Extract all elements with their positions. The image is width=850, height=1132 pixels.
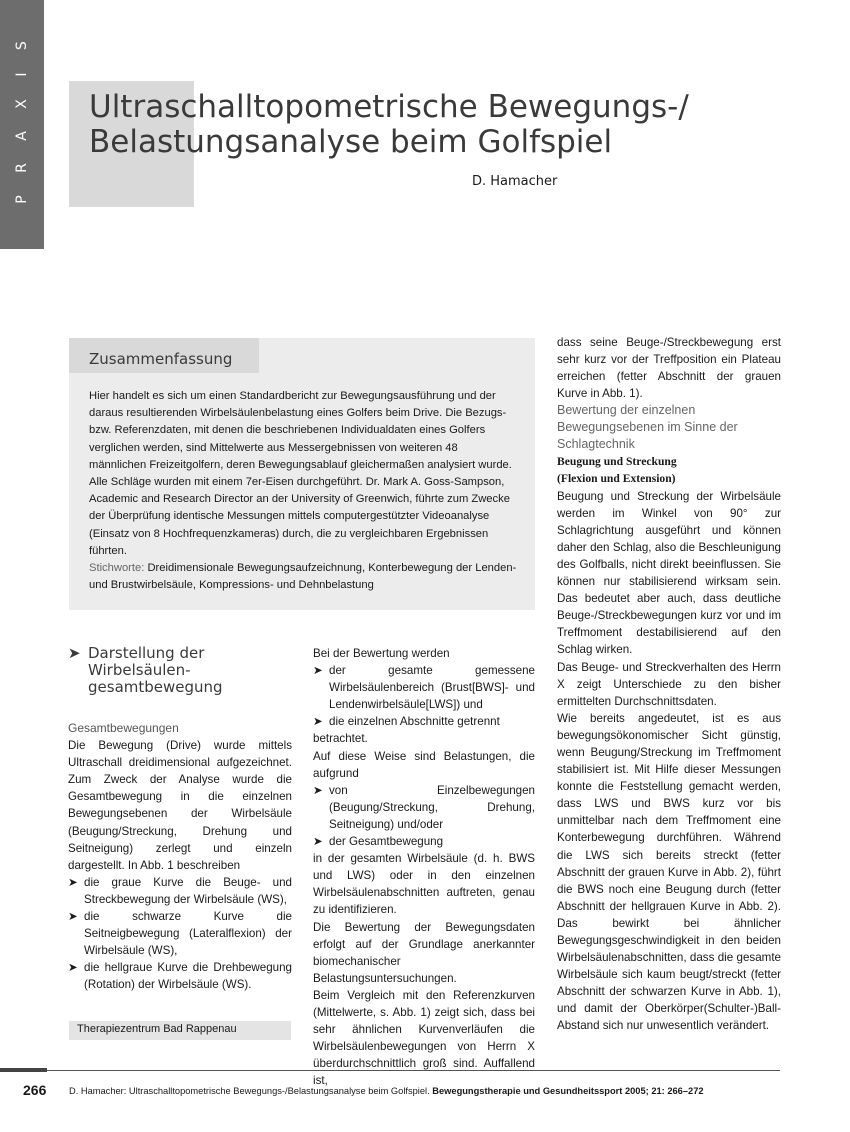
arrow-icon: ➤ <box>68 910 78 924</box>
bullet-item <box>68 959 292 993</box>
paragraph: Bei der Bewertung werden <box>313 647 450 660</box>
bullet-item <box>313 662 535 713</box>
affiliation: Therapiezentrum Bad Rappenau <box>77 1023 237 1035</box>
paragraph: Beim Vergleich mit den Referenzkurven (Mittelwerte, s. Abb. 1) zeigt sich, dass bei sehr ähnlichen Kurvenverläufen die Wirbelsäulenbewegungen von Herrn X überdurchschnittlich groß sind. Auffallend ist, <box>313 988 535 1088</box>
paragraph: Wie bereits angedeutet, ist es aus bewegungsökonomischer Sicht günstig, wenn Beugung/Streckung im Treffmoment stabilisiert ist. Mit Hilfe dieser Messungen konnte die Feststellung gemacht werden, dass LWS und BWS kurz vor bis unmittelbar nach dem Treffmoment eine Konterbewegung durchführen. Während die LWS sich bereits streckt (fetter Abschnitt der grauen Kurve in Abb. 2), führt die BWS noch eine Beugung durch (fetter Abschnitt der hellgrauen Kurve in Abb. 2). Das bewirkt bei ähnlicher Bewegungsgeschwindigkeit in den beiden Wirbelsäulenabschnitten, dass die gesamte Wirbelsäule sich kaum beugt/streckt (fetter Abschnitt der schwarzen Kurve in Abb. 1), und damit der Oberkörper(Schulter-)Ball-Abstand sich nur unwesentlich verändert. <box>557 711 781 1033</box>
citation-text: D. Hamacher: Ultraschalltopometrische Bewegungs-/Belastungsanalyse beim Golfspiel. <box>69 1086 430 1096</box>
abstract-heading: Zusammenfassung <box>89 350 233 368</box>
bullet-text: die schwarze Kurve die Seitneigbewegung (Lateralflexion) der Wirbelsäule (WS), <box>84 910 292 958</box>
keywords-label: Stichworte: <box>89 562 145 574</box>
paragraph: in der gesamten Wirbelsäule (d. h. BWS und LWS) oder in den einzelnen Wirbelsäulenabschnitten auftreten, genau zu identifizieren. <box>313 852 535 917</box>
bullet-text: die hellgraue Kurve die Drehbewegung (Rotation) der Wirbelsäule (WS). <box>84 961 292 992</box>
bold-heading: (Flexion und Extension) <box>557 472 676 486</box>
footer-rule-accent <box>0 1068 47 1072</box>
footer-citation <box>69 1086 704 1096</box>
author: D. Hamacher <box>472 174 558 189</box>
subheading: Bewertung der einzelnen Bewegungsebenen im Sinne der Schlagtechnik <box>557 403 738 452</box>
article-title <box>89 90 789 160</box>
arrow-icon: ➤ <box>313 835 323 849</box>
abstract-text: Hier handelt es sich um einen Standardbericht zur Bewegungsausführung und der daraus resultierenden Wirbelsäulenbelastung eines Golfers beim Drive. Die Bezugs- bzw. Referenzdaten, mit denen die beschriebenen Individualdaten eines Golfers verglichen werden, sind Mittelwerte aus Messergebnissen von weiteren 48 männlichen Freizeitgolfern, deren Bewegungsablauf gleichermaßen analysiert wurde. Alle Schläge wurden mit einem 7er-Eisen durchgeführt. Dr. Mark A. Goss-Sampson, Academic and Research Director an der University of Greenwich, führte zum Zwecke der Überprüfung identische Messungen mittels computergestützter Videoanalyse (Einsatz von 8 Hochfrequenzkameras) durch, die zu vergleichbaren Ergebnissen führten. <box>89 390 512 557</box>
paragraph: betrachtet. <box>313 732 368 746</box>
bold-heading: Beugung und Streckung <box>557 455 677 469</box>
footer-rule <box>0 1070 780 1071</box>
title-line-1: Ultraschalltopometrische Bewegungs-/ <box>89 89 689 125</box>
bullet-item <box>313 713 535 730</box>
arrow-icon: ➤ <box>68 875 78 889</box>
bullet-text: der Gesamtbewegung <box>329 835 444 849</box>
paragraph: dass seine Beuge-/Streckbewegung erst sehr kurz vor der Treffposition ein Plateau erreichen (fetter Abschnitt der grauen Kurve in Abb. 1). <box>557 336 781 401</box>
arrow-icon: ➤ <box>68 961 78 975</box>
arrow-icon: ➤ <box>313 715 323 729</box>
bullet-text: die graue Kurve die Beuge- und Streckbewegung der Wirbelsäule (WS), <box>84 875 292 906</box>
section-heading-text: Darstellung der Wirbelsäulen-gesamtbewegung <box>88 644 223 696</box>
column-2 <box>313 645 535 1089</box>
section-label: P R A X I S <box>14 32 30 204</box>
bullet-item <box>68 874 292 908</box>
subheading: Gesamtbewegungen <box>68 721 179 735</box>
paragraph: Das Beuge- und Streckverhalten des Herrn X zeigt Unterschiede zu den bisher ermittelten Durchschnittsdaten. <box>557 660 781 708</box>
bullet-text: von Einzelbewegungen (Beugung/Streckung, Drehung, Seitneigung) und/oder <box>329 783 535 831</box>
keywords <box>89 560 517 594</box>
bullet-item <box>313 782 535 833</box>
bullet-item <box>313 833 535 850</box>
section-heading <box>68 645 292 696</box>
abstract-body <box>89 388 517 560</box>
arrow-icon: ➤ <box>313 664 323 678</box>
bullet-text: der gesamte gemessene Wirbelsäulenbereich (Brust[BWS]- und Lendenwirbelsäule[LWS]) und <box>329 664 535 712</box>
column-1 <box>68 645 292 994</box>
bullet-item <box>68 908 292 959</box>
paragraph: Die Bewertung der Bewegungsdaten erfolgt auf der Grundlage anerkannter biomechanischer Belastungsuntersuchungen. <box>313 920 535 985</box>
arrow-icon: ➤ <box>68 644 81 662</box>
journal-reference: Bewegungstherapie und Gesundheitssport 2005; 21: 266–272 <box>432 1086 704 1096</box>
column-3 <box>557 334 781 1035</box>
keywords-text: Dreidimensionale Bewegungsaufzeichnung, Konterbewegung der Lenden- und Brustwirbelsäule, Kompressions- und Dehnbelastung <box>89 562 517 592</box>
paragraph: Auf diese Weise sind Belastungen, die aufgrund <box>313 749 535 780</box>
paragraph: Beugung und Streckung der Wirbelsäule werden im Winkel von 90° zur Schlagrichtung ausgeführt und können daher den Schlag, also die Beschleunigung des Golfballs, nicht direkt beeinflussen. Sie können nur stabilisierend wirksam sein. Das bedeutet aber auch, dass deutliche Beuge-/Streckbewegungen kurz vor und im Treffmoment destabilisierend auf den Schlag wirken. <box>557 489 781 657</box>
bullet-text: die einzelnen Abschnitte getrennt <box>329 715 500 729</box>
arrow-icon: ➤ <box>313 783 323 797</box>
paragraph: Die Bewegung (Drive) wurde mittels Ultraschall dreidimensional aufgezeichnet. Zum Zweck der Analyse wurde die Gesamtbewegung in die einzelnen Bewegungsebenen der Wirbelsäule (Beugung/Streckung, Drehung und Seitneigung) zerlegt und einzeln dargestellt. In Abb. 1 beschreiben <box>68 739 292 872</box>
page-number: 266 <box>23 1082 47 1098</box>
section-sidebar <box>0 0 44 249</box>
title-line-2: Belastungsanalyse beim Golfspiel <box>89 124 613 160</box>
